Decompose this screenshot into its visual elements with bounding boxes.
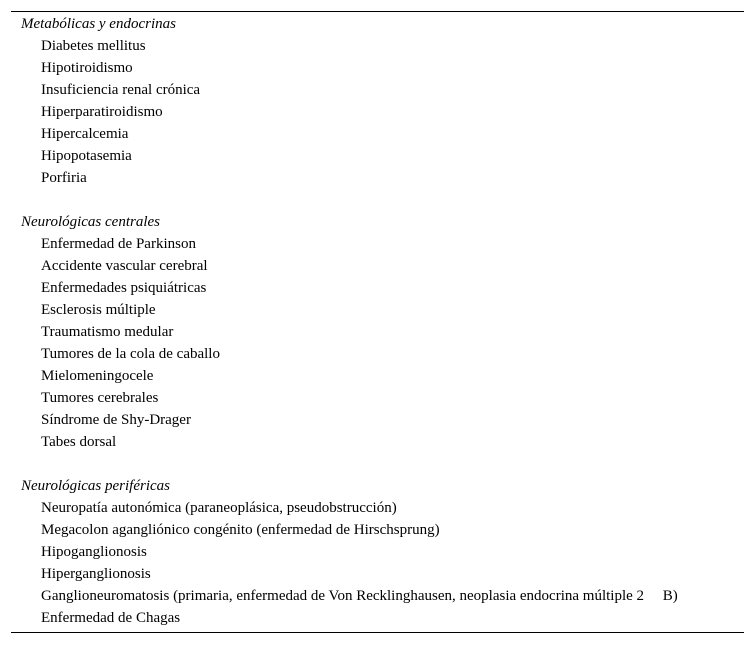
list-item: Hiperganglionosis — [41, 566, 151, 582]
section-metabolic-endocrine — [11, 13, 744, 189]
list-item: Tabes dorsal — [41, 434, 117, 450]
list-item: Enfermedad de Parkinson — [41, 236, 196, 252]
list-item: Insuficiencia renal crónica — [41, 82, 201, 98]
list-item: Porfiria — [41, 170, 87, 186]
list-item: Síndrome de Shy-Drager — [41, 412, 191, 428]
list-item: Ganglioneuromatosis (primaria, enfermedad de Von Recklinghausen, neoplasia endocrina múltiple 2 B) — [41, 588, 678, 604]
section-heading: Metabólicas y endocrinas — [21, 16, 176, 32]
list-item: Enfermedad de Chagas — [41, 610, 181, 626]
section-heading: Neurológicas centrales — [21, 214, 161, 230]
list-item: Megacolon agangliónico congénito (enfermedad de Hirschsprung) — [41, 522, 440, 538]
list-item: Accidente vascular cerebral — [41, 258, 208, 274]
list-item: Hipotiroidismo — [41, 60, 133, 76]
causes-table — [11, 11, 744, 633]
list-item: Hipopotasemia — [41, 148, 132, 164]
section-peripheral-neurological — [11, 475, 744, 629]
list-item: Tumores cerebrales — [41, 390, 159, 406]
list-item: Esclerosis múltiple — [41, 302, 156, 318]
list-item: Diabetes mellitus — [41, 38, 146, 54]
section-heading: Neurológicas periféricas — [21, 478, 171, 494]
list-item: Hiperparatiroidismo — [41, 104, 163, 120]
list-item: Mielomeningocele — [41, 368, 154, 384]
list-item: Tumores de la cola de caballo — [41, 346, 220, 362]
list-item: Neuropatía autonómica (paraneoplásica, pseudobstrucción) — [41, 500, 397, 516]
list-item: Enfermedades psiquiátricas — [41, 280, 207, 296]
section-central-neurological — [11, 211, 744, 453]
list-item: Hipercalcemia — [41, 126, 129, 142]
list-item: Hipoganglionosis — [41, 544, 147, 560]
list-item: Traumatismo medular — [41, 324, 174, 340]
